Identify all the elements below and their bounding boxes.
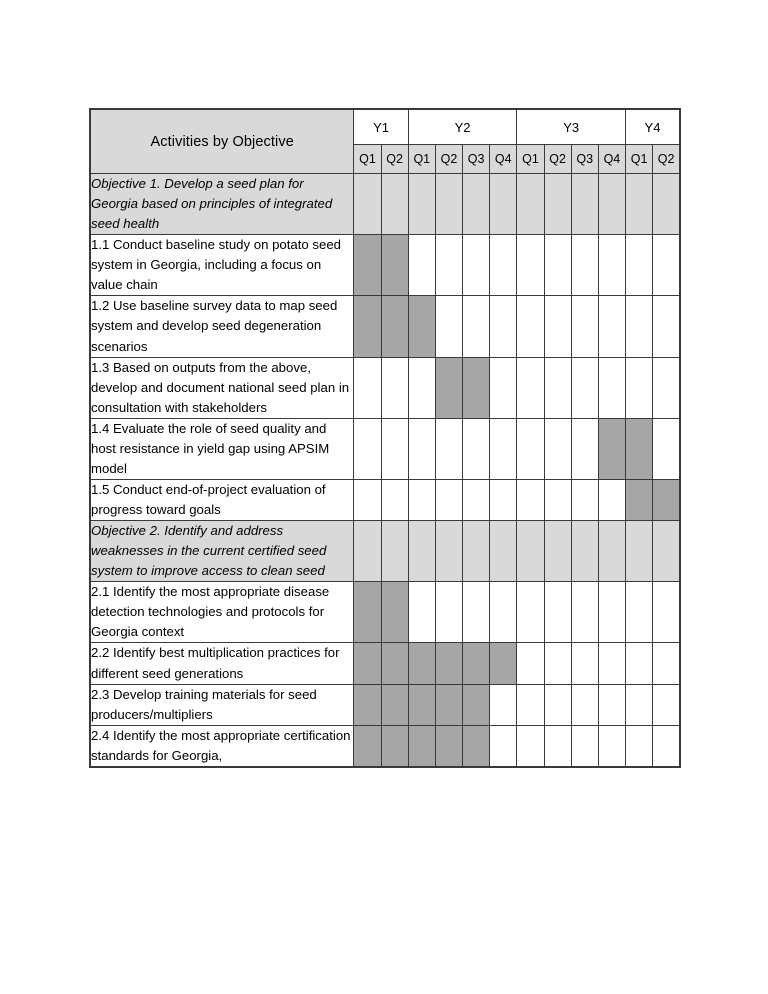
schedule-cell-empty xyxy=(381,418,408,479)
schedule-cell-empty xyxy=(571,174,598,235)
header-year-y1: Y1 xyxy=(354,109,408,145)
schedule-cell-empty xyxy=(544,418,571,479)
schedule-cell-empty xyxy=(653,582,680,643)
schedule-cell-empty xyxy=(544,725,571,767)
schedule-cell-empty xyxy=(598,582,625,643)
schedule-cell-filled xyxy=(381,684,408,725)
schedule-cell-empty xyxy=(490,684,517,725)
schedule-cell-empty xyxy=(517,582,544,643)
header-quarter-y3-q4: Q4 xyxy=(598,145,625,174)
schedule-cell-empty xyxy=(435,418,462,479)
schedule-cell-filled xyxy=(408,643,435,684)
header-year-y2: Y2 xyxy=(408,109,517,145)
schedule-cell-empty xyxy=(354,357,381,418)
activity-label: 2.4 Identify the most appropriate certification standards for Georgia, xyxy=(90,725,354,767)
header-quarter-y1-q2: Q2 xyxy=(381,145,408,174)
header-activities-by-objective: Activities by Objective xyxy=(90,109,354,174)
activity-label: 1.3 Based on outputs from the above, develop and document national seed plan in consultation with stakeholders xyxy=(90,357,354,418)
schedule-cell-empty xyxy=(626,725,653,767)
schedule-cell-empty xyxy=(381,521,408,582)
schedule-cell-empty xyxy=(626,357,653,418)
schedule-cell-filled xyxy=(354,582,381,643)
schedule-cell-filled xyxy=(408,296,435,357)
schedule-cell-empty xyxy=(463,479,490,520)
schedule-cell-filled xyxy=(435,643,462,684)
activity-row xyxy=(90,643,680,684)
schedule-cell-empty xyxy=(653,725,680,767)
schedule-cell-empty xyxy=(463,235,490,296)
schedule-cell-empty xyxy=(544,521,571,582)
objective-row xyxy=(90,521,680,582)
schedule-cell-filled xyxy=(653,479,680,520)
schedule-cell-empty xyxy=(408,357,435,418)
schedule-cell-empty xyxy=(653,643,680,684)
objective-row xyxy=(90,174,680,235)
schedule-cell-empty xyxy=(571,643,598,684)
schedule-cell-empty xyxy=(598,174,625,235)
schedule-cell-empty xyxy=(571,725,598,767)
schedule-cell-empty xyxy=(598,235,625,296)
schedule-cell-empty xyxy=(517,357,544,418)
header-year-y4: Y4 xyxy=(626,109,680,145)
activity-label: 2.3 Develop training materials for seed producers/multipliers xyxy=(90,684,354,725)
schedule-cell-empty xyxy=(544,174,571,235)
schedule-cell-filled xyxy=(408,684,435,725)
schedule-cell-filled xyxy=(463,725,490,767)
schedule-cell-empty xyxy=(653,521,680,582)
schedule-cell-empty xyxy=(408,418,435,479)
schedule-cell-empty xyxy=(517,235,544,296)
schedule-cell-empty xyxy=(517,643,544,684)
schedule-cell-empty xyxy=(408,174,435,235)
gantt-chart-container xyxy=(89,108,681,768)
schedule-cell-empty xyxy=(490,725,517,767)
schedule-cell-filled xyxy=(626,479,653,520)
schedule-cell-empty xyxy=(517,684,544,725)
schedule-cell-empty xyxy=(598,296,625,357)
schedule-cell-empty xyxy=(544,357,571,418)
schedule-cell-empty xyxy=(435,521,462,582)
schedule-cell-empty xyxy=(653,684,680,725)
schedule-cell-filled xyxy=(354,235,381,296)
header-quarter-y4-q2: Q2 xyxy=(653,145,680,174)
schedule-cell-empty xyxy=(381,174,408,235)
schedule-cell-filled xyxy=(381,582,408,643)
schedule-cell-empty xyxy=(490,235,517,296)
schedule-cell-filled xyxy=(463,684,490,725)
schedule-cell-empty xyxy=(435,174,462,235)
activity-row xyxy=(90,684,680,725)
header-quarter-y3-q3: Q3 xyxy=(571,145,598,174)
schedule-cell-empty xyxy=(598,684,625,725)
schedule-cell-empty xyxy=(517,174,544,235)
schedule-cell-empty xyxy=(408,521,435,582)
schedule-cell-empty xyxy=(408,479,435,520)
header-quarter-y2-q4: Q4 xyxy=(490,145,517,174)
schedule-cell-filled xyxy=(354,643,381,684)
schedule-cell-filled xyxy=(435,725,462,767)
schedule-cell-empty xyxy=(544,479,571,520)
schedule-cell-empty xyxy=(354,479,381,520)
schedule-cell-filled xyxy=(463,643,490,684)
schedule-cell-empty xyxy=(626,235,653,296)
schedule-cell-empty xyxy=(490,418,517,479)
schedule-cell-empty xyxy=(490,296,517,357)
schedule-cell-empty xyxy=(626,296,653,357)
schedule-cell-filled xyxy=(463,357,490,418)
schedule-cell-empty xyxy=(653,174,680,235)
schedule-cell-empty xyxy=(435,235,462,296)
activity-row xyxy=(90,296,680,357)
schedule-cell-empty xyxy=(517,521,544,582)
activity-label: 1.1 Conduct baseline study on potato seed system in Georgia, including a focus on value chain xyxy=(90,235,354,296)
schedule-cell-filled xyxy=(626,418,653,479)
schedule-cell-empty xyxy=(571,296,598,357)
schedule-cell-filled xyxy=(354,684,381,725)
activity-row xyxy=(90,725,680,767)
activity-row xyxy=(90,357,680,418)
schedule-cell-empty xyxy=(463,418,490,479)
schedule-cell-empty xyxy=(571,521,598,582)
header-year-y3: Y3 xyxy=(517,109,626,145)
schedule-cell-empty xyxy=(463,296,490,357)
schedule-cell-empty xyxy=(653,235,680,296)
schedule-cell-empty xyxy=(626,684,653,725)
schedule-cell-empty xyxy=(435,479,462,520)
schedule-cell-empty xyxy=(354,521,381,582)
activity-label: 1.4 Evaluate the role of seed quality and host resistance in yield gap using APSIM model xyxy=(90,418,354,479)
header-quarter-y2-q3: Q3 xyxy=(463,145,490,174)
schedule-cell-empty xyxy=(463,521,490,582)
schedule-cell-empty xyxy=(490,582,517,643)
schedule-cell-empty xyxy=(354,174,381,235)
schedule-cell-empty xyxy=(571,357,598,418)
schedule-cell-empty xyxy=(598,357,625,418)
header-quarter-y3-q1: Q1 xyxy=(517,145,544,174)
schedule-cell-empty xyxy=(544,684,571,725)
schedule-cell-empty xyxy=(463,174,490,235)
schedule-cell-empty xyxy=(544,235,571,296)
schedule-cell-empty xyxy=(653,296,680,357)
objective-label: Objective 1. Develop a seed plan for Georgia based on principles of integrated seed health xyxy=(90,174,354,235)
header-quarter-y3-q2: Q2 xyxy=(544,145,571,174)
schedule-cell-empty xyxy=(490,357,517,418)
objective-label: Objective 2. Identify and address weaknesses in the current certified seed system to improve access to clean seed xyxy=(90,521,354,582)
schedule-cell-filled xyxy=(354,725,381,767)
schedule-cell-empty xyxy=(408,235,435,296)
schedule-cell-empty xyxy=(626,643,653,684)
schedule-cell-empty xyxy=(544,643,571,684)
schedule-cell-filled xyxy=(381,725,408,767)
header-quarter-y4-q1: Q1 xyxy=(626,145,653,174)
activity-label: 1.2 Use baseline survey data to map seed system and develop seed degeneration scenarios xyxy=(90,296,354,357)
activity-row xyxy=(90,418,680,479)
activity-label: 1.5 Conduct end-of-project evaluation of progress toward goals xyxy=(90,479,354,520)
schedule-cell-filled xyxy=(381,296,408,357)
schedule-cell-empty xyxy=(517,418,544,479)
schedule-cell-filled xyxy=(435,684,462,725)
header-row-years xyxy=(90,109,680,145)
schedule-cell-empty xyxy=(544,582,571,643)
schedule-cell-empty xyxy=(571,479,598,520)
schedule-cell-empty xyxy=(490,174,517,235)
schedule-cell-empty xyxy=(626,582,653,643)
schedule-cell-empty xyxy=(544,296,571,357)
schedule-cell-empty xyxy=(517,296,544,357)
schedule-cell-empty xyxy=(517,479,544,520)
schedule-cell-empty xyxy=(571,235,598,296)
schedule-cell-empty xyxy=(435,582,462,643)
schedule-cell-empty xyxy=(598,479,625,520)
schedule-cell-empty xyxy=(517,725,544,767)
header-quarter-y2-q2: Q2 xyxy=(435,145,462,174)
schedule-cell-filled xyxy=(490,643,517,684)
schedule-cell-empty xyxy=(381,357,408,418)
schedule-cell-empty xyxy=(354,418,381,479)
schedule-cell-filled xyxy=(381,235,408,296)
activity-label: 2.1 Identify the most appropriate disease detection technologies and protocols for Georgia context xyxy=(90,582,354,643)
schedule-cell-empty xyxy=(463,582,490,643)
schedule-cell-empty xyxy=(598,643,625,684)
schedule-cell-empty xyxy=(435,296,462,357)
activity-label: 2.2 Identify best multiplication practices for different seed generations xyxy=(90,643,354,684)
schedule-cell-filled xyxy=(408,725,435,767)
schedule-cell-empty xyxy=(408,582,435,643)
schedule-cell-filled xyxy=(354,296,381,357)
activity-row xyxy=(90,582,680,643)
activities-schedule-table xyxy=(89,108,681,768)
schedule-cell-empty xyxy=(653,418,680,479)
header-quarter-y2-q1: Q1 xyxy=(408,145,435,174)
header-quarter-y1-q1: Q1 xyxy=(354,145,381,174)
schedule-cell-empty xyxy=(571,684,598,725)
schedule-cell-empty xyxy=(490,479,517,520)
schedule-cell-empty xyxy=(626,521,653,582)
schedule-cell-empty xyxy=(381,479,408,520)
table-body xyxy=(90,174,680,767)
schedule-cell-filled xyxy=(598,418,625,479)
activity-row xyxy=(90,235,680,296)
activity-row xyxy=(90,479,680,520)
schedule-cell-empty xyxy=(653,357,680,418)
schedule-cell-empty xyxy=(490,521,517,582)
table-header xyxy=(90,109,680,174)
schedule-cell-empty xyxy=(598,521,625,582)
schedule-cell-filled xyxy=(381,643,408,684)
schedule-cell-filled xyxy=(435,357,462,418)
schedule-cell-empty xyxy=(598,725,625,767)
schedule-cell-empty xyxy=(626,174,653,235)
schedule-cell-empty xyxy=(571,582,598,643)
schedule-cell-empty xyxy=(571,418,598,479)
